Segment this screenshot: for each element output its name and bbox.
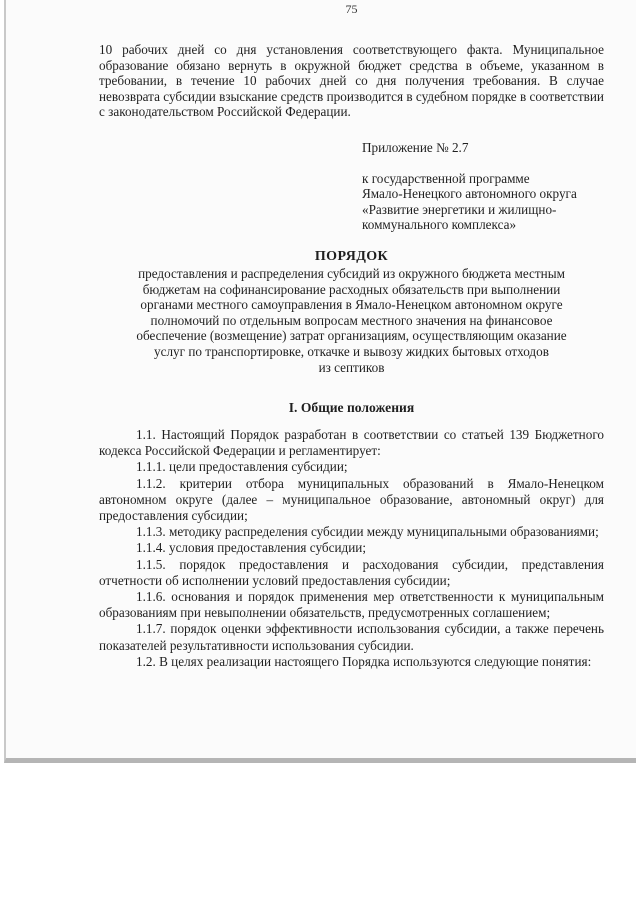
paragraph-1-1-2: 1.1.2. критерии отбора муниципальных образований в Ямало-Ненецком автономном округе (далее – муниципальное образование, автономный округ) для предоставления субсидии; [99,475,604,524]
intro-paragraph: 10 рабочих дней со дня установления соответствующего факта. Муниципальное образование обязано вернуть в окружной бюджет средства в объеме, указанном в требовании, в течение 10 рабочих дней со дня получения требования. В случае невозврата субсидии взыскание средств производится в судебном порядке в соответствии с законодательством Российской Федерации. [99,42,604,120]
subtitle-line: обеспечение (возмещение) затрат организациям, осуществляющим оказание [136,328,567,344]
subtitle-line: услуг по транспортировке, откачке и вывозу жидких бытовых отходов [154,343,549,359]
page-number: 75 [345,2,358,16]
scanned-sheet [4,0,636,763]
subtitle-line: полномочий по отдельным вопросам местного значения на финансовое [150,312,553,328]
document-title: ПОРЯДОК [314,249,389,264]
paragraph-1-1-1: 1.1.1. цели предоставления субсидии; [136,459,348,475]
subtitle-line: бюджетам на софинансирование расходных обязательств при выполнении [142,281,561,297]
appendix-line: коммунального комплекса» [362,217,517,233]
paragraph-1-2: 1.2. В целях реализации настоящего Порядка используются следующие понятия: [136,653,592,669]
appendix-line: Ямало-Ненецкого автономного округа [362,186,577,202]
appendix-reference [362,171,612,233]
subtitle-line: из септиков [318,359,385,375]
subtitle-line: предоставления и распределения субсидий из окружного бюджета местным [138,266,565,281]
paragraph-1-1: 1.1. Настоящий Порядок разработан в соответствии со статьей 139 Бюджетного кодекса Российской Федерации и регламентирует: [99,427,604,459]
appendix-number: Приложение № 2.7 [362,140,469,155]
subtitle-line: органами местного самоуправления в Ямало-Ненецком автономном округе [140,297,563,313]
paragraph-1-1-3: 1.1.3. методику распределения субсидии между муниципальными образованиями; [136,524,599,540]
section-body [99,427,604,670]
appendix-line: к государственной программе [362,171,530,186]
paragraph-1-1-4: 1.1.4. условия предоставления субсидии; [136,540,367,556]
document-subtitle [99,266,604,375]
section-heading: I. Общие положения [288,400,415,415]
paragraph-1-1-5: 1.1.5. порядок предоставления и расходования субсидии, представления отчетности об исполнении условий предоставления субсидии; [99,556,604,588]
appendix-line: «Развитие энергетики и жилищно- [362,201,557,217]
paragraph-1-1-7: 1.1.7. порядок оценки эффективности использования субсидии, а также перечень показателей результативности использования субсидии. [99,621,604,653]
paragraph-1-1-6: 1.1.6. основания и порядок применения мер ответственности к муниципальным образованиям при невыполнении обязательств, предусмотренных соглашением; [99,589,604,621]
